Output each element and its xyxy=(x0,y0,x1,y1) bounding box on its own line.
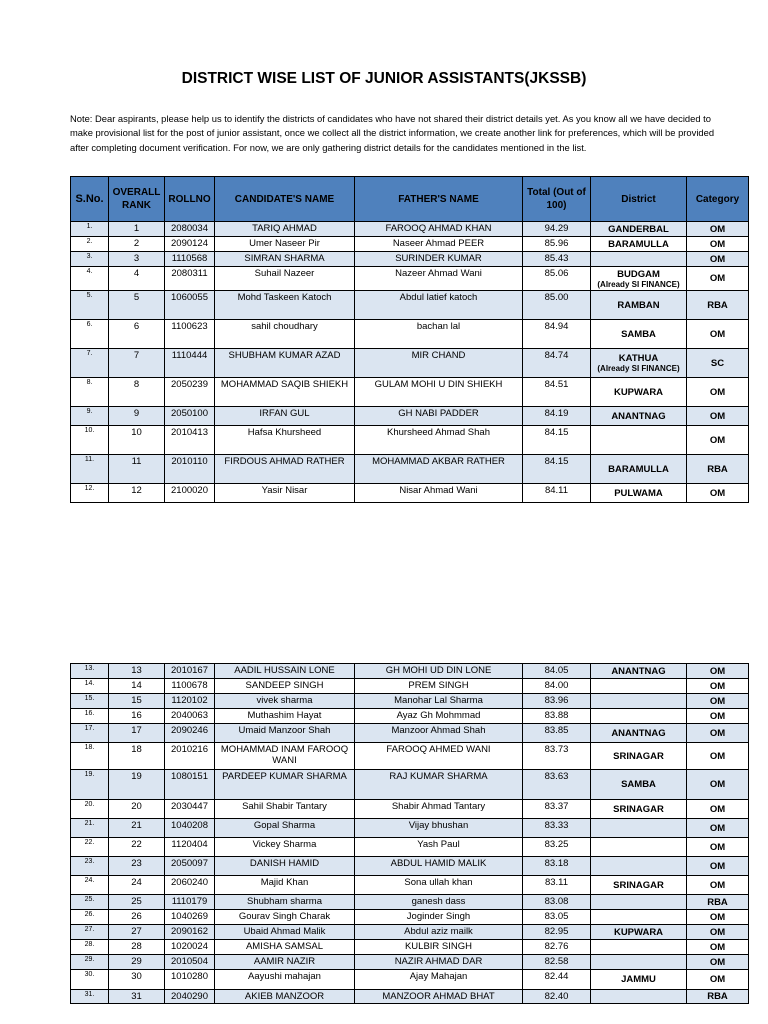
category-cell: OM xyxy=(687,819,749,838)
rank-cell: 8 xyxy=(109,378,165,407)
sno-cell: 16. xyxy=(71,709,109,724)
category-cell: OM xyxy=(687,484,749,503)
category-cell: OM xyxy=(687,940,749,955)
total-cell: 83.85 xyxy=(523,724,591,743)
candidate-name-cell: MOHAMMAD INAM FAROOQ WANI xyxy=(215,743,355,770)
category-cell: RBA xyxy=(687,895,749,910)
sno-cell: 18. xyxy=(71,743,109,770)
candidate-name-cell: AMISHA SAMSAL xyxy=(215,940,355,955)
sno-cell: 10. xyxy=(71,426,109,455)
rank-cell: 2 xyxy=(109,237,165,252)
candidate-name-cell: TARIQ AHMAD xyxy=(215,222,355,237)
district-cell: ANANTNAG xyxy=(591,664,687,679)
note-paragraph: Note: Dear aspirants, please help us to identify the districts of candidates who have not shared their district details yet. As you know all we have decided to make provisional list for the post of junior assistant, once we collect all the district information, we create another link for preferences, which will be provided after completing document verification. For now, we are only gathering district details for the candidates mentioned in the list. xyxy=(70,113,715,153)
total-cell: 83.63 xyxy=(523,770,591,800)
rollno-cell: 2090124 xyxy=(165,237,215,252)
header-sno: S.No. xyxy=(71,177,109,222)
table-row xyxy=(71,857,749,876)
district-cell xyxy=(591,267,687,291)
rank-cell: 10 xyxy=(109,426,165,455)
father-name-cell: Ayaz Gh Mohmmad xyxy=(355,709,523,724)
total-cell: 84.51 xyxy=(523,378,591,407)
district-cell xyxy=(591,940,687,955)
candidate-name-cell: Majid Khan xyxy=(215,876,355,895)
table-row xyxy=(71,664,749,679)
header-rollno: ROLLNO xyxy=(165,177,215,222)
rollno-cell: 2010167 xyxy=(165,664,215,679)
rank-cell: 13 xyxy=(109,664,165,679)
father-name-cell: Sona ullah khan xyxy=(355,876,523,895)
candidate-name-cell: Ubaid Ahmad Malik xyxy=(215,925,355,940)
district-cell: ANANTNAG xyxy=(591,724,687,743)
candidate-name-cell: AADIL HUSSAIN LONE xyxy=(215,664,355,679)
candidate-name-cell: Gopal Sharma xyxy=(215,819,355,838)
table-row xyxy=(71,724,749,743)
table-row xyxy=(71,770,749,800)
sno-cell: 17. xyxy=(71,724,109,743)
total-cell: 84.19 xyxy=(523,407,591,426)
sno-cell: 20. xyxy=(71,800,109,819)
district-cell: SRINAGAR xyxy=(591,743,687,770)
table-row xyxy=(71,895,749,910)
category-cell: OM xyxy=(687,910,749,925)
total-cell: 83.11 xyxy=(523,876,591,895)
sno-cell: 31. xyxy=(71,990,109,1004)
district-cell xyxy=(591,838,687,857)
rollno-cell: 2010413 xyxy=(165,426,215,455)
rollno-cell: 1110568 xyxy=(165,252,215,267)
candidate-name-cell: Shubham sharma xyxy=(215,895,355,910)
sno-cell: 12. xyxy=(71,484,109,503)
rank-cell: 1 xyxy=(109,222,165,237)
district-cell: SRINAGAR xyxy=(591,800,687,819)
rank-cell: 28 xyxy=(109,940,165,955)
district-cell xyxy=(591,910,687,925)
rank-cell: 15 xyxy=(109,694,165,709)
category-cell: RBA xyxy=(687,990,749,1004)
sno-cell: 21. xyxy=(71,819,109,838)
table-header-row xyxy=(71,177,749,222)
rollno-cell: 2030447 xyxy=(165,800,215,819)
category-cell: OM xyxy=(687,664,749,679)
rollno-cell: 1040269 xyxy=(165,910,215,925)
candidate-name-cell: AKIEB MANZOOR xyxy=(215,990,355,1004)
candidate-name-cell: Muthashim Hayat xyxy=(215,709,355,724)
candidate-name-cell: DANISH HAMID xyxy=(215,857,355,876)
rollno-cell: 1080151 xyxy=(165,770,215,800)
total-cell: 85.06 xyxy=(523,267,591,291)
rank-cell: 9 xyxy=(109,407,165,426)
sno-cell: 28. xyxy=(71,940,109,955)
father-name-cell: Abdul latief katoch xyxy=(355,291,523,320)
father-name-cell: PREM SINGH xyxy=(355,679,523,694)
rank-cell: 21 xyxy=(109,819,165,838)
category-cell: OM xyxy=(687,970,749,990)
sno-cell: 1. xyxy=(71,222,109,237)
table-row xyxy=(71,252,749,267)
sno-cell: 8. xyxy=(71,378,109,407)
table-row xyxy=(71,990,749,1004)
father-name-cell: ABDUL HAMID MALIK xyxy=(355,857,523,876)
rank-cell: 3 xyxy=(109,252,165,267)
district-cell: SAMBA xyxy=(591,320,687,349)
category-cell: RBA xyxy=(687,455,749,484)
district-cell xyxy=(591,819,687,838)
rank-cell: 5 xyxy=(109,291,165,320)
rank-cell: 16 xyxy=(109,709,165,724)
candidate-name-cell: Mohd Taskeen Katoch xyxy=(215,291,355,320)
district-cell: GANDERBAL xyxy=(591,222,687,237)
father-name-cell: ganesh dass xyxy=(355,895,523,910)
sno-cell: 4. xyxy=(71,267,109,291)
district-name: BUDGAM xyxy=(617,268,660,280)
category-cell: OM xyxy=(687,724,749,743)
category-cell: OM xyxy=(687,222,749,237)
sno-cell: 29. xyxy=(71,955,109,970)
father-name-cell: MIR CHAND xyxy=(355,349,523,378)
father-name-cell: GH MOHI UD DIN LONE xyxy=(355,664,523,679)
sno-cell: 13. xyxy=(71,664,109,679)
father-name-cell: Nazeer Ahmad Wani xyxy=(355,267,523,291)
father-name-cell: Nisar Ahmad Wani xyxy=(355,484,523,503)
total-cell: 84.05 xyxy=(523,664,591,679)
table-row xyxy=(71,838,749,857)
rollno-cell: 1040208 xyxy=(165,819,215,838)
total-cell: 83.96 xyxy=(523,694,591,709)
candidates-table-1 xyxy=(70,176,749,503)
category-cell: OM xyxy=(687,694,749,709)
total-cell: 84.11 xyxy=(523,484,591,503)
father-name-cell: Shabir Ahmad Tantary xyxy=(355,800,523,819)
sno-cell: 3. xyxy=(71,252,109,267)
rank-cell: 27 xyxy=(109,925,165,940)
header-district: District xyxy=(591,177,687,222)
table-row xyxy=(71,910,749,925)
rollno-cell: 2040063 xyxy=(165,709,215,724)
candidates-table-2 xyxy=(70,663,749,1004)
rollno-cell: 2100020 xyxy=(165,484,215,503)
rank-cell: 11 xyxy=(109,455,165,484)
sno-cell: 23. xyxy=(71,857,109,876)
header-category: Category xyxy=(687,177,749,222)
table-row xyxy=(71,940,749,955)
candidate-name-cell: MOHAMMAD SAQIB SHIEKH xyxy=(215,378,355,407)
table-row xyxy=(71,349,749,378)
rollno-cell: 2080311 xyxy=(165,267,215,291)
father-name-cell: FAROOQ AHMED WANI xyxy=(355,743,523,770)
total-cell: 85.43 xyxy=(523,252,591,267)
district-cell xyxy=(591,694,687,709)
category-cell: OM xyxy=(687,252,749,267)
sno-cell: 24. xyxy=(71,876,109,895)
rollno-cell: 2090246 xyxy=(165,724,215,743)
district-note: (Already SI FINANCE) xyxy=(597,279,680,289)
table-row xyxy=(71,955,749,970)
rank-cell: 30 xyxy=(109,970,165,990)
district-cell xyxy=(591,895,687,910)
sno-cell: 2. xyxy=(71,237,109,252)
district-cell xyxy=(591,426,687,455)
rank-cell: 19 xyxy=(109,770,165,800)
father-name-cell: NAZIR AHMAD DAR xyxy=(355,955,523,970)
rank-cell: 20 xyxy=(109,800,165,819)
total-cell: 82.44 xyxy=(523,970,591,990)
rollno-cell: 1020024 xyxy=(165,940,215,955)
rollno-cell: 2060240 xyxy=(165,876,215,895)
category-cell: OM xyxy=(687,378,749,407)
rank-cell: 31 xyxy=(109,990,165,1004)
rollno-cell: 2050100 xyxy=(165,407,215,426)
father-name-cell: Abdul aziz mailk xyxy=(355,925,523,940)
rank-cell: 25 xyxy=(109,895,165,910)
table-row xyxy=(71,320,749,349)
total-cell: 83.33 xyxy=(523,819,591,838)
candidate-name-cell: vivek sharma xyxy=(215,694,355,709)
father-name-cell: Vijay bhushan xyxy=(355,819,523,838)
rollno-cell: 1060055 xyxy=(165,291,215,320)
rollno-cell: 1010280 xyxy=(165,970,215,990)
father-name-cell: Manzoor Ahmad Shah xyxy=(355,724,523,743)
table-row xyxy=(71,743,749,770)
category-cell: RBA xyxy=(687,291,749,320)
rollno-cell: 2010110 xyxy=(165,455,215,484)
father-name-cell: Yash Paul xyxy=(355,838,523,857)
rank-cell: 26 xyxy=(109,910,165,925)
rank-cell: 23 xyxy=(109,857,165,876)
category-cell: OM xyxy=(687,407,749,426)
district-note: (Already SI FINANCE) xyxy=(597,364,680,373)
candidate-name-cell: Suhail Nazeer xyxy=(215,267,355,291)
father-name-cell: KULBIR SINGH xyxy=(355,940,523,955)
district-cell: ANANTNAG xyxy=(591,407,687,426)
district-cell xyxy=(591,857,687,876)
rollno-cell: 1100623 xyxy=(165,320,215,349)
category-cell: OM xyxy=(687,743,749,770)
district-cell xyxy=(591,252,687,267)
total-cell: 85.96 xyxy=(523,237,591,252)
table-row xyxy=(71,970,749,990)
candidate-name-cell: IRFAN GUL xyxy=(215,407,355,426)
rank-cell: 7 xyxy=(109,349,165,378)
father-name-cell: MOHAMMAD AKBAR RATHER xyxy=(355,455,523,484)
rollno-cell: 1120102 xyxy=(165,694,215,709)
father-name-cell: Ajay Mahajan xyxy=(355,970,523,990)
district-cell: SAMBA xyxy=(591,770,687,800)
table-row xyxy=(71,484,749,503)
district-cell: RAMBAN xyxy=(591,291,687,320)
district-cell: BARAMULLA xyxy=(591,237,687,252)
district-cell xyxy=(591,349,687,378)
district-cell xyxy=(591,709,687,724)
district-cell: JAMMU xyxy=(591,970,687,990)
category-cell: OM xyxy=(687,679,749,694)
district-name: KATHUA xyxy=(618,353,659,364)
sno-cell: 26. xyxy=(71,910,109,925)
candidate-name-cell: Gourav Singh Charak xyxy=(215,910,355,925)
total-cell: 84.94 xyxy=(523,320,591,349)
candidate-name-cell: Umaid Manzoor Shah xyxy=(215,724,355,743)
father-name-cell: Joginder Singh xyxy=(355,910,523,925)
table-row xyxy=(71,819,749,838)
total-cell: 83.37 xyxy=(523,800,591,819)
table-row xyxy=(71,876,749,895)
total-cell: 83.73 xyxy=(523,743,591,770)
rollno-cell: 2090162 xyxy=(165,925,215,940)
candidate-name-cell: AAMIR NAZIR xyxy=(215,955,355,970)
page-title: DISTRICT WISE LIST OF JUNIOR ASSISTANTS(JKSSB) xyxy=(181,70,587,87)
rank-cell: 18 xyxy=(109,743,165,770)
candidate-name-cell: SIMRAN SHARMA xyxy=(215,252,355,267)
father-name-cell: GH NABI PADDER xyxy=(355,407,523,426)
header-candidate-name: CANDIDATE'S NAME xyxy=(215,177,355,222)
district-cell: SRINAGAR xyxy=(591,876,687,895)
table-row xyxy=(71,709,749,724)
rollno-cell: 2080034 xyxy=(165,222,215,237)
category-cell: OM xyxy=(687,857,749,876)
district-cell xyxy=(591,679,687,694)
candidate-name-cell: Umer Naseer Pir xyxy=(215,237,355,252)
table-row xyxy=(71,407,749,426)
district-cell: BARAMULLA xyxy=(591,455,687,484)
category-cell: OM xyxy=(687,876,749,895)
district-cell xyxy=(591,955,687,970)
rollno-cell: 2050097 xyxy=(165,857,215,876)
rollno-cell: 1100678 xyxy=(165,679,215,694)
candidate-name-cell: Yasir Nisar xyxy=(215,484,355,503)
category-cell: OM xyxy=(687,955,749,970)
category-cell: OM xyxy=(687,770,749,800)
header-total: Total (Out of 100) xyxy=(523,177,591,222)
total-cell: 82.40 xyxy=(523,990,591,1004)
candidate-name-cell: FIRDOUS AHMAD RATHER xyxy=(215,455,355,484)
father-name-cell: SURINDER KUMAR xyxy=(355,252,523,267)
category-cell: OM xyxy=(687,426,749,455)
table-row xyxy=(71,222,749,237)
total-cell: 83.25 xyxy=(523,838,591,857)
category-cell: OM xyxy=(687,838,749,857)
rank-cell: 4 xyxy=(109,267,165,291)
sno-cell: 6. xyxy=(71,320,109,349)
candidate-name-cell: sahil choudhary xyxy=(215,320,355,349)
rank-cell: 12 xyxy=(109,484,165,503)
total-cell: 83.18 xyxy=(523,857,591,876)
sno-cell: 27. xyxy=(71,925,109,940)
district-cell: PULWAMA xyxy=(591,484,687,503)
candidate-name-cell: Vickey Sharma xyxy=(215,838,355,857)
rank-cell: 22 xyxy=(109,838,165,857)
table-row xyxy=(71,800,749,819)
father-name-cell: FAROOQ AHMAD KHAN xyxy=(355,222,523,237)
sno-cell: 19. xyxy=(71,770,109,800)
total-cell: 84.00 xyxy=(523,679,591,694)
category-cell: OM xyxy=(687,800,749,819)
category-cell: OM xyxy=(687,237,749,252)
rollno-cell: 2050239 xyxy=(165,378,215,407)
table-row xyxy=(71,455,749,484)
candidate-name-cell: SHUBHAM KUMAR AZAD xyxy=(215,349,355,378)
father-name-cell: bachan lal xyxy=(355,320,523,349)
sno-cell: 22. xyxy=(71,838,109,857)
total-cell: 83.88 xyxy=(523,709,591,724)
total-cell: 84.15 xyxy=(523,426,591,455)
rollno-cell: 1110179 xyxy=(165,895,215,910)
rank-cell: 17 xyxy=(109,724,165,743)
rollno-cell: 2010504 xyxy=(165,955,215,970)
table-row xyxy=(71,426,749,455)
total-cell: 83.08 xyxy=(523,895,591,910)
table-row xyxy=(71,925,749,940)
candidate-name-cell: SANDEEP SINGH xyxy=(215,679,355,694)
rollno-cell: 2040290 xyxy=(165,990,215,1004)
sno-cell: 25. xyxy=(71,895,109,910)
header-overall-rank: OVERALL RANK xyxy=(109,177,165,222)
district-cell: KUPWARA xyxy=(591,925,687,940)
district-cell: KUPWARA xyxy=(591,378,687,407)
table-row xyxy=(71,267,749,291)
rollno-cell: 1120404 xyxy=(165,838,215,857)
header-father-name: FATHER'S NAME xyxy=(355,177,523,222)
sno-cell: 15. xyxy=(71,694,109,709)
rank-cell: 24 xyxy=(109,876,165,895)
candidate-name-cell: Hafsa Khursheed xyxy=(215,426,355,455)
rank-cell: 6 xyxy=(109,320,165,349)
category-cell: OM xyxy=(687,267,749,291)
total-cell: 84.15 xyxy=(523,455,591,484)
father-name-cell: MANZOOR AHMAD BHAT xyxy=(355,990,523,1004)
category-cell: OM xyxy=(687,320,749,349)
table-row xyxy=(71,378,749,407)
candidate-name-cell: Aayushi mahajan xyxy=(215,970,355,990)
total-cell: 94.29 xyxy=(523,222,591,237)
total-cell: 85.00 xyxy=(523,291,591,320)
rank-cell: 29 xyxy=(109,955,165,970)
category-cell: SC xyxy=(687,349,749,378)
sno-cell: 14. xyxy=(71,679,109,694)
rollno-cell: 1110444 xyxy=(165,349,215,378)
table-row xyxy=(71,237,749,252)
father-name-cell: GULAM MOHI U DIN SHIEKH xyxy=(355,378,523,407)
total-cell: 83.05 xyxy=(523,910,591,925)
total-cell: 82.76 xyxy=(523,940,591,955)
table-row xyxy=(71,679,749,694)
candidate-name-cell: Sahil Shabir Tantary xyxy=(215,800,355,819)
sno-cell: 11. xyxy=(71,455,109,484)
father-name-cell: RAJ KUMAR SHARMA xyxy=(355,770,523,800)
father-name-cell: Manohar Lal Sharma xyxy=(355,694,523,709)
district-cell xyxy=(591,990,687,1004)
category-cell: OM xyxy=(687,925,749,940)
candidate-name-cell: PARDEEP KUMAR SHARMA xyxy=(215,770,355,800)
sno-cell: 30. xyxy=(71,970,109,990)
category-cell: OM xyxy=(687,709,749,724)
rollno-cell: 2010216 xyxy=(165,743,215,770)
father-name-cell: Naseer Ahmad PEER xyxy=(355,237,523,252)
total-cell: 82.95 xyxy=(523,925,591,940)
sno-cell: 7. xyxy=(71,349,109,378)
sno-cell: 9. xyxy=(71,407,109,426)
total-cell: 84.74 xyxy=(523,349,591,378)
total-cell: 82.58 xyxy=(523,955,591,970)
sno-cell: 5. xyxy=(71,291,109,320)
father-name-cell: Khursheed Ahmad Shah xyxy=(355,426,523,455)
table-row xyxy=(71,694,749,709)
rank-cell: 14 xyxy=(109,679,165,694)
table-row xyxy=(71,291,749,320)
